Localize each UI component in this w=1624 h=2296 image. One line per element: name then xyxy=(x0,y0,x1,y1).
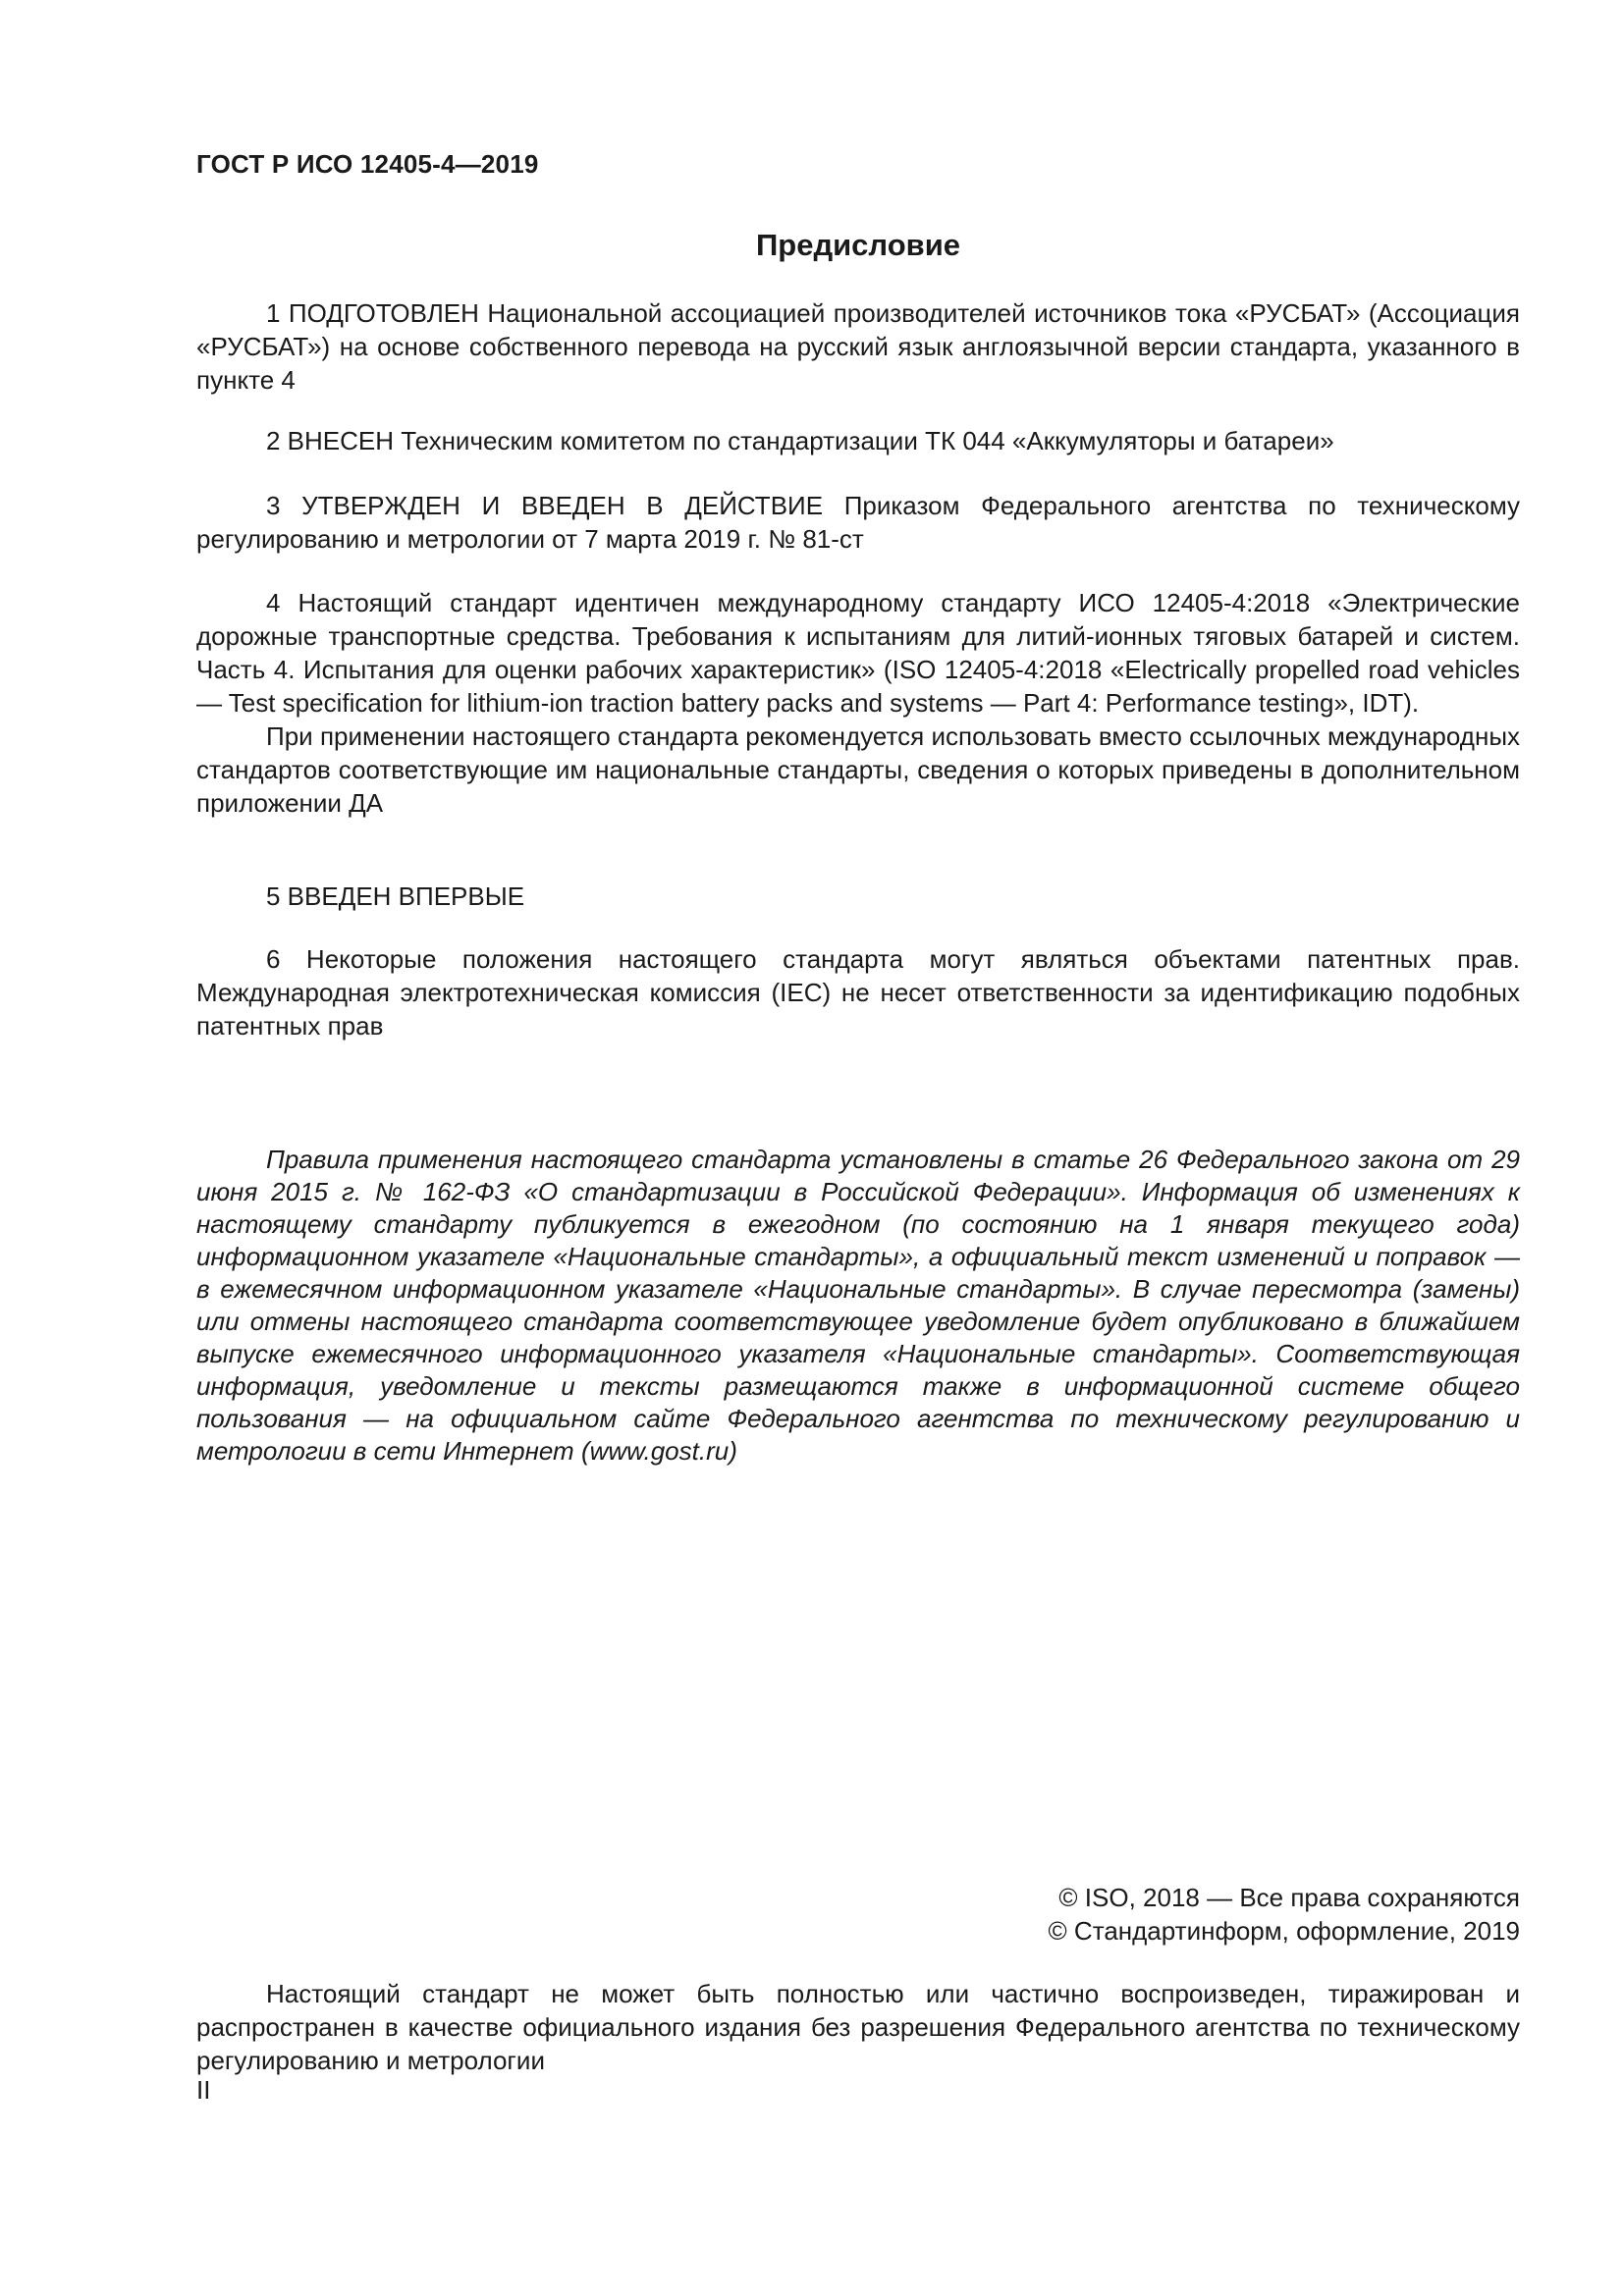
foreword-item-2 xyxy=(196,424,1520,457)
foreword-item-6 xyxy=(196,942,1520,1042)
foreword-item-4-text: 4 Настоящий стандарт идентичен международному стандарту ИСО 12405-4:2018 «Электрические дорожные транспортные средства. Требования к испытаниям для литий-ионных тяговых батарей и систем. Часть 4. Испытания для оценки рабочих характеристик» (ISO 12405-4:2018 «Electrically propelled road vehicles — Test specification for lithium-ion traction battery packs and systems — Part 4: Performance testing», IDT). xyxy=(196,588,1520,718)
foreword-item-5-text: 5 ВВЕДЕН ВПЕРВЫЕ xyxy=(266,881,525,911)
foreword-item-6-text: 6 Некоторые положения настоящего стандарта могут являться объектами патентных прав. Международная электротехническая комиссия (IEC) не несет ответственности за идентификацию подобных патентных прав xyxy=(196,944,1520,1041)
foreword-item-5 xyxy=(196,880,1520,913)
foreword-item-3 xyxy=(196,489,1520,556)
foreword-item-4 xyxy=(196,586,1520,820)
foreword-item-1-text: 1 ПОДГОТОВЛЕН Национальной ассоциацией производителей источников тока «РУСБАТ» (Ассоциация «РУСБАТ») на основе собственного перевода на русский язык англоязычной версии стандарта, указанного в пункте 4 xyxy=(196,298,1520,395)
copyright-block xyxy=(1049,1881,1520,1948)
document-code: ГОСТ Р ИСО 12405-4—2019 xyxy=(196,149,539,179)
page-title: Предисловие xyxy=(755,228,960,262)
copyright-standartinform: © Стандартинформ, оформление, 2019 xyxy=(1048,1916,1520,1946)
application-rules-note: Правила применения настоящего стандарта установлены в статье 26 Федерального закона от 29 июня 2015 г. № 162-ФЗ «О стандартизации в Российской Федерации». Информация об изменениях к настоящему стандарту публикуется в ежегодном (по состоянию на 1 января текущего года) информационном указателе «Национальные стандарты», а официальный текст изменений и поправок — в ежемесячном информационном указателе «Национальные стандарты». В случае пересмотра (замены) или отмены настоящего стандарта соответствующее уведомление будет опубликовано в ближайшем выпуске ежемесячного информационного указателя «Национальные стандарты». Соответствующая информация, уведомление и тексты размещаются также в информационной системе общего пользования — на официальном сайте Федерального агентства по техническому регулированию и метрологии в сети Интернет (www.gost.ru) xyxy=(196,1145,1520,1466)
foreword-item-1 xyxy=(196,296,1520,397)
foreword-item-2-text: 2 ВНЕСЕН Техническим комитетом по стандартизации ТК 044 «Аккумуляторы и батареи» xyxy=(266,426,1334,455)
foreword-item-4-note: При применении настоящего стандарта рекомендуется использовать вместо ссылочных международных стандартов соответствующие им национальные стандарты, сведения о которых приведены в дополнительном приложении ДА xyxy=(196,721,1520,818)
page-number: II xyxy=(196,2075,211,2105)
foreword-item-3-text: 3 УТВЕРЖДЕН И ВВЕДЕН В ДЕЙСТВИЕ Приказом Федерального агентства по техническому регулированию и метрологии от 7 марта 2019 г. № 81-ст xyxy=(196,491,1520,554)
reproduction-notice: Настоящий стандарт не может быть полностью или частично воспроизведен, тиражирован и распространен в качестве официального издания без разрешения Федерального агентства по техническому регулированию и метрологии xyxy=(196,1979,1520,2075)
copyright-iso: © ISO, 2018 — Все права сохраняются xyxy=(1058,1883,1520,1912)
